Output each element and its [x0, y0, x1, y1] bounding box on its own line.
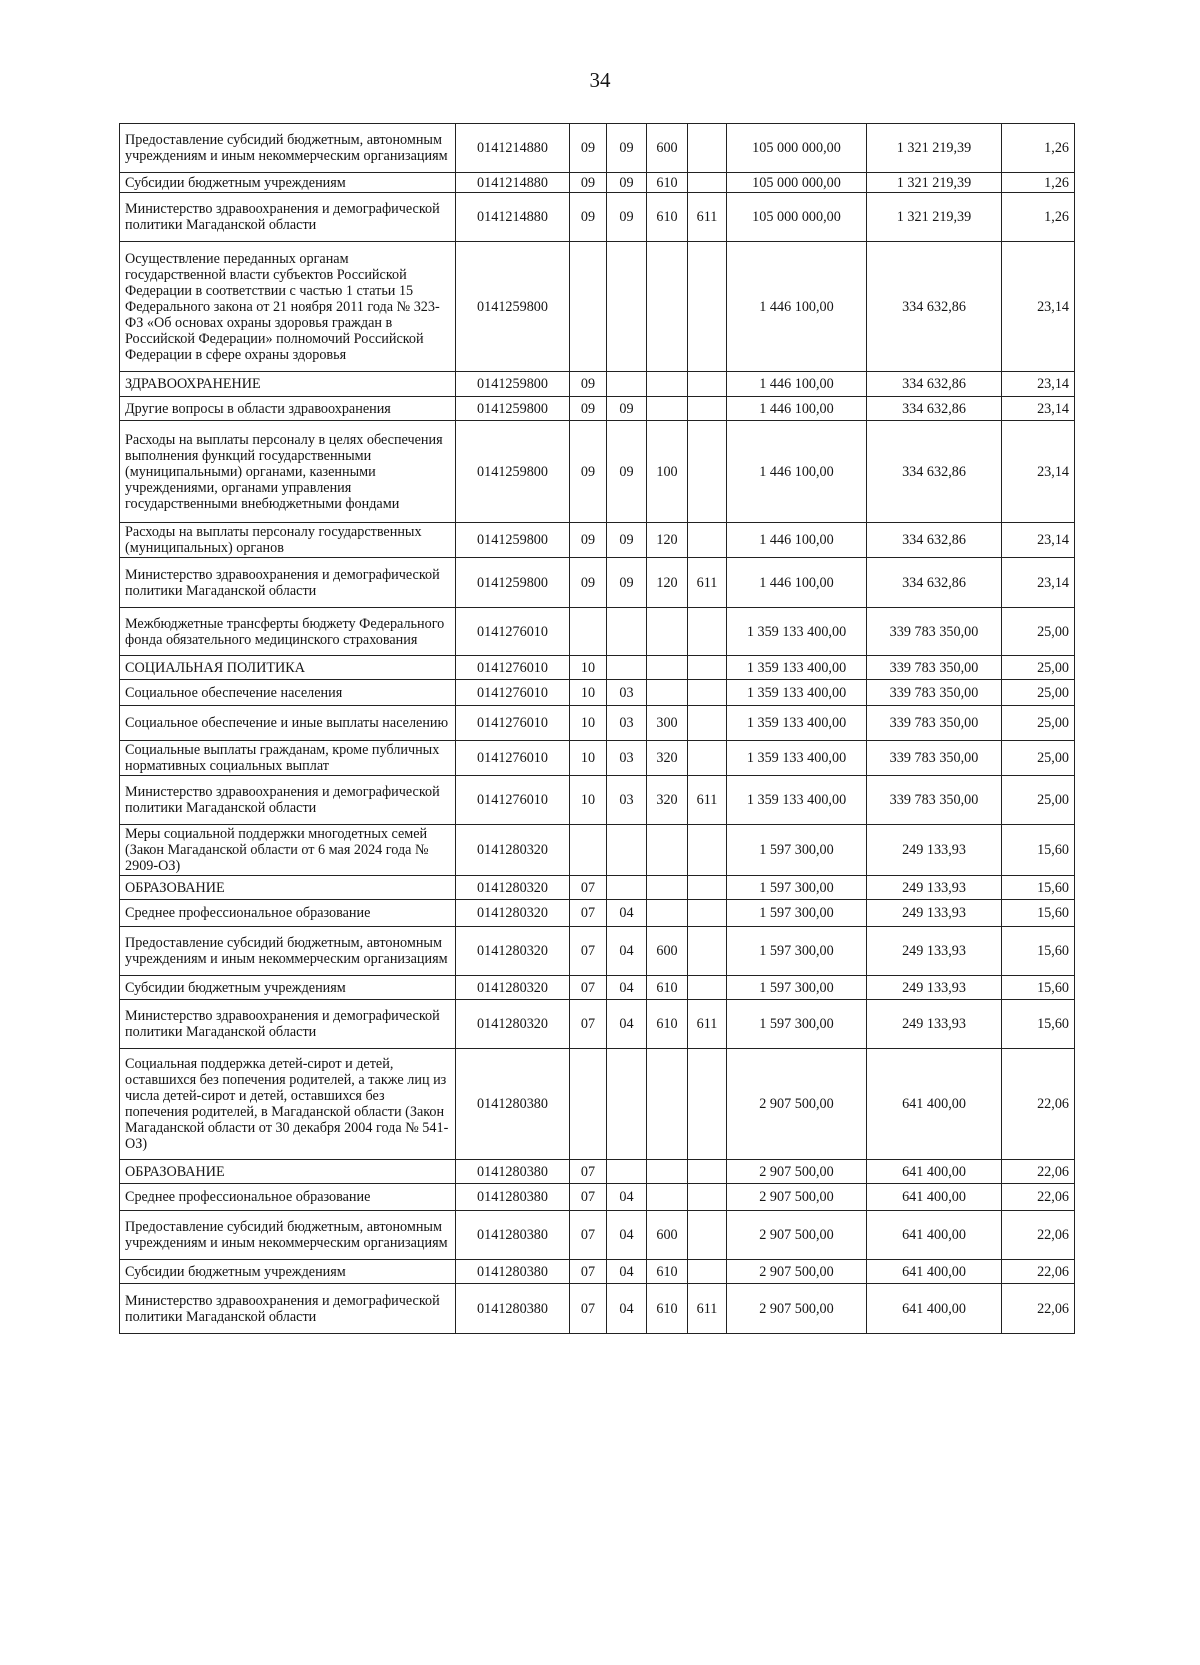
subsection-code: 04: [607, 1211, 647, 1260]
subsection-code: 03: [607, 776, 647, 825]
row-name: Министерство здравоохранения и демографической политики Магаданской области: [120, 776, 456, 825]
section-code: 09: [570, 421, 607, 523]
table-row: [120, 124, 1075, 173]
section-code: 07: [570, 876, 607, 900]
executed-amount: 1 321 219,39: [867, 124, 1002, 173]
planned-amount: 1 446 100,00: [727, 242, 867, 372]
budget-code: 0141276010: [456, 656, 570, 680]
row-name: Социальное обеспечение и иные выплаты населению: [120, 706, 456, 741]
administrator-code: [688, 1160, 727, 1184]
administrator-code: [688, 523, 727, 558]
execution-percent: 15,60: [1002, 927, 1075, 976]
execution-percent: 22,06: [1002, 1211, 1075, 1260]
subsection-code: 04: [607, 1260, 647, 1284]
budget-code: 0141280320: [456, 927, 570, 976]
expense-type-code: 320: [647, 776, 688, 825]
executed-amount: 641 400,00: [867, 1260, 1002, 1284]
expense-type-code: [647, 242, 688, 372]
execution-percent: 23,14: [1002, 523, 1075, 558]
section-code: 09: [570, 193, 607, 242]
administrator-code: [688, 706, 727, 741]
subsection-code: [607, 1160, 647, 1184]
subsection-code: 04: [607, 1284, 647, 1334]
section-code: 09: [570, 523, 607, 558]
expense-type-code: [647, 900, 688, 927]
expense-type-code: 610: [647, 1000, 688, 1049]
executed-amount: 249 133,93: [867, 976, 1002, 1000]
page-number: 34: [589, 68, 611, 92]
table-row: [120, 1211, 1075, 1260]
budget-code: 0141259800: [456, 558, 570, 608]
administrator-code: 611: [688, 776, 727, 825]
table-row: [120, 397, 1075, 421]
table-row: [120, 173, 1075, 193]
row-name: Министерство здравоохранения и демографической политики Магаданской области: [120, 1284, 456, 1334]
planned-amount: 1 597 300,00: [727, 825, 867, 876]
execution-percent: 15,60: [1002, 976, 1075, 1000]
planned-amount: 105 000 000,00: [727, 193, 867, 242]
execution-percent: 25,00: [1002, 706, 1075, 741]
row-name: Среднее профессиональное образование: [120, 900, 456, 927]
planned-amount: 1 597 300,00: [727, 1000, 867, 1049]
execution-percent: 22,06: [1002, 1184, 1075, 1211]
expense-type-code: 610: [647, 173, 688, 193]
budget-code: 0141280320: [456, 825, 570, 876]
expense-type-code: [647, 397, 688, 421]
table-row: [120, 1184, 1075, 1211]
executed-amount: 249 133,93: [867, 876, 1002, 900]
executed-amount: 1 321 219,39: [867, 173, 1002, 193]
administrator-code: [688, 608, 727, 656]
executed-amount: 334 632,86: [867, 523, 1002, 558]
expense-type-code: [647, 1049, 688, 1160]
section-code: [570, 825, 607, 876]
expense-type-code: [647, 656, 688, 680]
execution-percent: 15,60: [1002, 825, 1075, 876]
planned-amount: 2 907 500,00: [727, 1260, 867, 1284]
row-name: Субсидии бюджетным учреждениям: [120, 173, 456, 193]
planned-amount: 1 597 300,00: [727, 900, 867, 927]
subsection-code: 09: [607, 124, 647, 173]
section-code: 07: [570, 900, 607, 927]
row-name: Осуществление переданных органам государственной власти субъектов Российской Федерации в соответствии с частью 1 статьи 15 Федерального закона от 21 ноября 2011 года № 323-ФЗ «Об основах охраны здоровья граждан в Российской Федерации» полномочий Российской Федерации в сфере охраны здоровья: [120, 242, 456, 372]
administrator-code: [688, 976, 727, 1000]
subsection-code: 04: [607, 1000, 647, 1049]
row-name: Предоставление субсидий бюджетным, автономным учреждениям и иным некоммерческим организациям: [120, 124, 456, 173]
planned-amount: 1 359 133 400,00: [727, 776, 867, 825]
execution-percent: 25,00: [1002, 608, 1075, 656]
budget-code: 0141214880: [456, 193, 570, 242]
table-body: [120, 124, 1075, 1334]
budget-code: 0141259800: [456, 242, 570, 372]
execution-percent: 15,60: [1002, 876, 1075, 900]
executed-amount: 334 632,86: [867, 421, 1002, 523]
section-code: 10: [570, 776, 607, 825]
row-name: ОБРАЗОВАНИЕ: [120, 1160, 456, 1184]
section-code: 07: [570, 1260, 607, 1284]
row-name: Предоставление субсидий бюджетным, автономным учреждениям и иным некоммерческим организациям: [120, 927, 456, 976]
planned-amount: 1 446 100,00: [727, 421, 867, 523]
table-row: [120, 656, 1075, 680]
expense-type-code: [647, 680, 688, 706]
table-row: [120, 1284, 1075, 1334]
section-code: 09: [570, 397, 607, 421]
administrator-code: [688, 242, 727, 372]
executed-amount: 339 783 350,00: [867, 706, 1002, 741]
administrator-code: 611: [688, 1000, 727, 1049]
section-code: 09: [570, 124, 607, 173]
table-row: [120, 1049, 1075, 1160]
executed-amount: 334 632,86: [867, 372, 1002, 397]
executed-amount: 641 400,00: [867, 1049, 1002, 1160]
budget-code: 0141280320: [456, 876, 570, 900]
execution-percent: 23,14: [1002, 372, 1075, 397]
executed-amount: 641 400,00: [867, 1284, 1002, 1334]
executed-amount: 1 321 219,39: [867, 193, 1002, 242]
executed-amount: 249 133,93: [867, 900, 1002, 927]
expense-type-code: 100: [647, 421, 688, 523]
subsection-code: 03: [607, 680, 647, 706]
planned-amount: 2 907 500,00: [727, 1211, 867, 1260]
administrator-code: [688, 1049, 727, 1160]
table-row: [120, 706, 1075, 741]
section-code: 10: [570, 680, 607, 706]
execution-percent: 22,06: [1002, 1284, 1075, 1334]
row-name: Социальная поддержка детей-сирот и детей, оставшихся без попечения родителей, а также лиц из числа детей-сирот и детей, оставшихся без попечения родителей, в Магаданской области (Закон Магаданской области от 30 декабря 2004 года № 541-ОЗ): [120, 1049, 456, 1160]
planned-amount: 1 446 100,00: [727, 558, 867, 608]
section-code: 09: [570, 372, 607, 397]
row-name: Министерство здравоохранения и демографической политики Магаданской области: [120, 193, 456, 242]
table-row: [120, 927, 1075, 976]
planned-amount: 1 446 100,00: [727, 372, 867, 397]
planned-amount: 105 000 000,00: [727, 124, 867, 173]
budget-table: [119, 123, 1075, 1334]
execution-percent: 25,00: [1002, 776, 1075, 825]
execution-percent: 22,06: [1002, 1160, 1075, 1184]
subsection-code: 09: [607, 421, 647, 523]
table-row: [120, 242, 1075, 372]
table-row: [120, 523, 1075, 558]
execution-percent: 1,26: [1002, 193, 1075, 242]
table-row: [120, 741, 1075, 776]
executed-amount: 641 400,00: [867, 1184, 1002, 1211]
subsection-code: [607, 242, 647, 372]
table-row: [120, 680, 1075, 706]
subsection-code: 04: [607, 900, 647, 927]
subsection-code: 04: [607, 927, 647, 976]
row-name: Министерство здравоохранения и демографической политики Магаданской области: [120, 1000, 456, 1049]
budget-code: 0141280380: [456, 1284, 570, 1334]
executed-amount: 641 400,00: [867, 1160, 1002, 1184]
subsection-code: 09: [607, 193, 647, 242]
administrator-code: [688, 421, 727, 523]
row-name: Меры социальной поддержки многодетных семей (Закон Магаданской области от 6 мая 2024 года № 2909-ОЗ): [120, 825, 456, 876]
expense-type-code: 600: [647, 927, 688, 976]
section-code: [570, 608, 607, 656]
planned-amount: 1 359 133 400,00: [727, 680, 867, 706]
execution-percent: 23,14: [1002, 558, 1075, 608]
budget-code: 0141280380: [456, 1260, 570, 1284]
row-name: Расходы на выплаты персоналу в целях обеспечения выполнения функций государственными (муниципальными) органами, казенными учреждениями, органами управления государственными внебюджетными фондами: [120, 421, 456, 523]
table-row: [120, 876, 1075, 900]
budget-code: 0141280380: [456, 1160, 570, 1184]
budget-code: 0141280320: [456, 976, 570, 1000]
budget-code: 0141276010: [456, 741, 570, 776]
budget-code: 0141280380: [456, 1049, 570, 1160]
expense-type-code: 600: [647, 1211, 688, 1260]
budget-code: 0141214880: [456, 124, 570, 173]
planned-amount: 1 597 300,00: [727, 976, 867, 1000]
budget-code: 0141259800: [456, 397, 570, 421]
executed-amount: 339 783 350,00: [867, 776, 1002, 825]
subsection-code: 04: [607, 976, 647, 1000]
execution-percent: 15,60: [1002, 1000, 1075, 1049]
planned-amount: 1 446 100,00: [727, 397, 867, 421]
row-name: Межбюджетные трансферты бюджету Федерального фонда обязательного медицинского страхования: [120, 608, 456, 656]
execution-percent: 25,00: [1002, 741, 1075, 776]
expense-type-code: [647, 372, 688, 397]
table-row: [120, 372, 1075, 397]
administrator-code: [688, 173, 727, 193]
row-name: Другие вопросы в области здравоохранения: [120, 397, 456, 421]
section-code: [570, 1049, 607, 1160]
table-row: [120, 776, 1075, 825]
administrator-code: 611: [688, 1284, 727, 1334]
budget-code: 0141214880: [456, 173, 570, 193]
executed-amount: 641 400,00: [867, 1211, 1002, 1260]
administrator-code: [688, 656, 727, 680]
administrator-code: [688, 124, 727, 173]
section-code: 07: [570, 1211, 607, 1260]
row-name: Социальные выплаты гражданам, кроме публичных нормативных социальных выплат: [120, 741, 456, 776]
expense-type-code: [647, 1184, 688, 1211]
budget-code: 0141276010: [456, 608, 570, 656]
executed-amount: 339 783 350,00: [867, 741, 1002, 776]
expense-type-code: [647, 825, 688, 876]
administrator-code: [688, 1260, 727, 1284]
subsection-code: 09: [607, 397, 647, 421]
row-name: Социальное обеспечение населения: [120, 680, 456, 706]
row-name: Расходы на выплаты персоналу государственных (муниципальных) органов: [120, 523, 456, 558]
subsection-code: [607, 876, 647, 900]
budget-code: 0141280380: [456, 1211, 570, 1260]
execution-percent: 23,14: [1002, 421, 1075, 523]
administrator-code: [688, 397, 727, 421]
subsection-code: 09: [607, 523, 647, 558]
table-row: [120, 1160, 1075, 1184]
executed-amount: 334 632,86: [867, 558, 1002, 608]
executed-amount: 339 783 350,00: [867, 656, 1002, 680]
table-row: [120, 1260, 1075, 1284]
planned-amount: 105 000 000,00: [727, 173, 867, 193]
planned-amount: 1 597 300,00: [727, 876, 867, 900]
expense-type-code: 610: [647, 193, 688, 242]
budget-code: 0141276010: [456, 680, 570, 706]
executed-amount: 339 783 350,00: [867, 680, 1002, 706]
executed-amount: 249 133,93: [867, 825, 1002, 876]
row-name: СОЦИАЛЬНАЯ ПОЛИТИКА: [120, 656, 456, 680]
row-name: ОБРАЗОВАНИЕ: [120, 876, 456, 900]
table-row: [120, 900, 1075, 927]
execution-percent: 22,06: [1002, 1049, 1075, 1160]
execution-percent: 1,26: [1002, 173, 1075, 193]
executed-amount: 339 783 350,00: [867, 608, 1002, 656]
expense-type-code: 610: [647, 976, 688, 1000]
planned-amount: 1 446 100,00: [727, 523, 867, 558]
expense-type-code: [647, 876, 688, 900]
subsection-code: [607, 1049, 647, 1160]
planned-amount: 1 359 133 400,00: [727, 608, 867, 656]
budget-code: 0141280380: [456, 1184, 570, 1211]
table-row: [120, 558, 1075, 608]
subsection-code: 04: [607, 1184, 647, 1211]
expense-type-code: 600: [647, 124, 688, 173]
planned-amount: 1 597 300,00: [727, 927, 867, 976]
subsection-code: 03: [607, 741, 647, 776]
subsection-code: [607, 825, 647, 876]
section-code: 10: [570, 706, 607, 741]
budget-code: 0141276010: [456, 776, 570, 825]
expense-type-code: [647, 608, 688, 656]
budget-code: 0141276010: [456, 706, 570, 741]
section-code: 10: [570, 656, 607, 680]
execution-percent: 25,00: [1002, 656, 1075, 680]
subsection-code: 03: [607, 706, 647, 741]
subsection-code: [607, 656, 647, 680]
administrator-code: [688, 680, 727, 706]
execution-percent: 25,00: [1002, 680, 1075, 706]
subsection-code: [607, 372, 647, 397]
administrator-code: [688, 825, 727, 876]
executed-amount: 249 133,93: [867, 1000, 1002, 1049]
budget-code: 0141259800: [456, 523, 570, 558]
section-code: 10: [570, 741, 607, 776]
subsection-code: 09: [607, 558, 647, 608]
executed-amount: 334 632,86: [867, 242, 1002, 372]
table-row: [120, 193, 1075, 242]
budget-code: 0141280320: [456, 1000, 570, 1049]
planned-amount: 1 359 133 400,00: [727, 656, 867, 680]
subsection-code: [607, 608, 647, 656]
execution-percent: 23,14: [1002, 397, 1075, 421]
section-code: 07: [570, 1160, 607, 1184]
table-row: [120, 608, 1075, 656]
row-name: Среднее профессиональное образование: [120, 1184, 456, 1211]
row-name: Субсидии бюджетным учреждениям: [120, 1260, 456, 1284]
administrator-code: 611: [688, 558, 727, 608]
executed-amount: 249 133,93: [867, 927, 1002, 976]
row-name: Министерство здравоохранения и демографической политики Магаданской области: [120, 558, 456, 608]
section-code: 07: [570, 1284, 607, 1334]
expense-type-code: 120: [647, 523, 688, 558]
table-row: [120, 976, 1075, 1000]
administrator-code: [688, 876, 727, 900]
table-row: [120, 421, 1075, 523]
planned-amount: 2 907 500,00: [727, 1284, 867, 1334]
planned-amount: 2 907 500,00: [727, 1184, 867, 1211]
expense-type-code: 610: [647, 1260, 688, 1284]
row-name: ЗДРАВООХРАНЕНИЕ: [120, 372, 456, 397]
planned-amount: 1 359 133 400,00: [727, 741, 867, 776]
budget-code: 0141259800: [456, 372, 570, 397]
section-code: [570, 242, 607, 372]
planned-amount: 2 907 500,00: [727, 1160, 867, 1184]
execution-percent: 15,60: [1002, 900, 1075, 927]
administrator-code: [688, 1211, 727, 1260]
administrator-code: 611: [688, 193, 727, 242]
expense-type-code: 320: [647, 741, 688, 776]
execution-percent: 22,06: [1002, 1260, 1075, 1284]
section-code: 07: [570, 1000, 607, 1049]
section-code: 09: [570, 558, 607, 608]
administrator-code: [688, 927, 727, 976]
budget-code: 0141280320: [456, 900, 570, 927]
subsection-code: 09: [607, 173, 647, 193]
section-code: 07: [570, 1184, 607, 1211]
row-name: Субсидии бюджетным учреждениям: [120, 976, 456, 1000]
section-code: 09: [570, 173, 607, 193]
table-row: [120, 825, 1075, 876]
expense-type-code: [647, 1160, 688, 1184]
administrator-code: [688, 741, 727, 776]
planned-amount: 1 359 133 400,00: [727, 706, 867, 741]
section-code: 07: [570, 927, 607, 976]
expense-type-code: 120: [647, 558, 688, 608]
execution-percent: 23,14: [1002, 242, 1075, 372]
budget-code: 0141259800: [456, 421, 570, 523]
expense-type-code: 300: [647, 706, 688, 741]
row-name: Предоставление субсидий бюджетным, автономным учреждениям и иным некоммерческим организациям: [120, 1211, 456, 1260]
execution-percent: 1,26: [1002, 124, 1075, 173]
administrator-code: [688, 900, 727, 927]
planned-amount: 2 907 500,00: [727, 1049, 867, 1160]
section-code: 07: [570, 976, 607, 1000]
expense-type-code: 610: [647, 1284, 688, 1334]
executed-amount: 334 632,86: [867, 397, 1002, 421]
administrator-code: [688, 372, 727, 397]
table-row: [120, 1000, 1075, 1049]
administrator-code: [688, 1184, 727, 1211]
